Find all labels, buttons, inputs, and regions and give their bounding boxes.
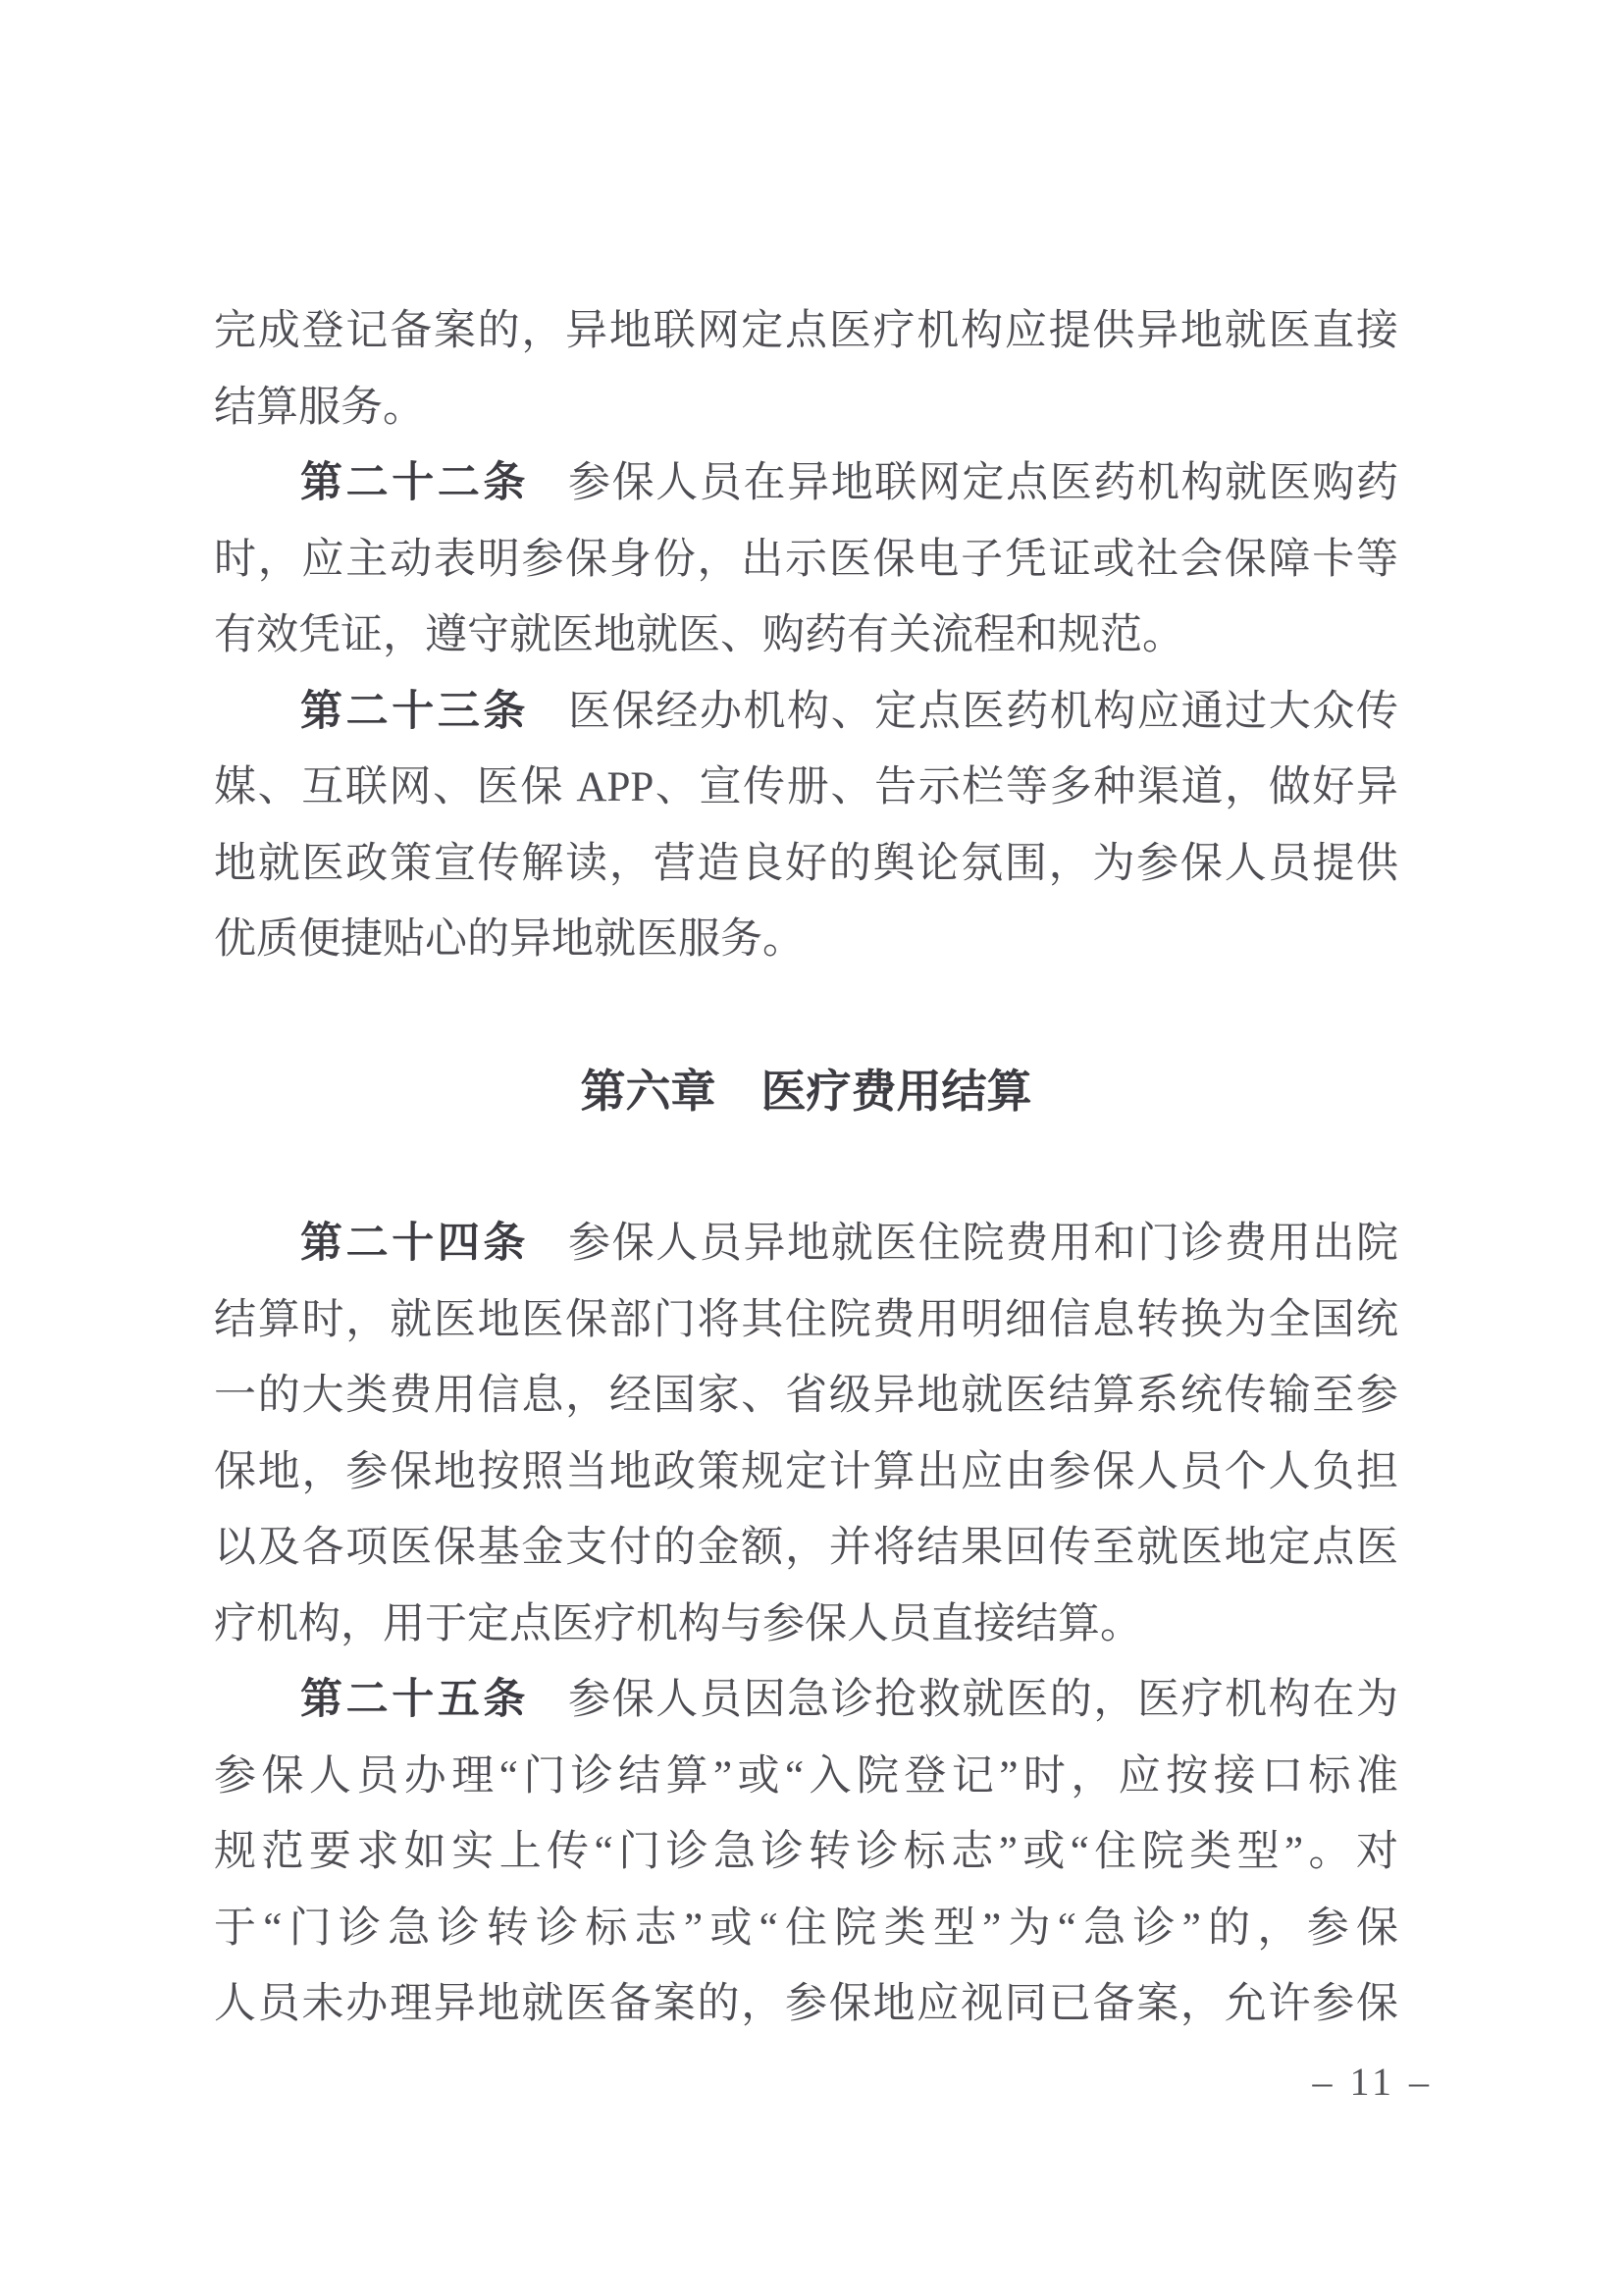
text-segment: 时，应主动表明参保身份，出示医保电子凭证或社会保障卡等 <box>214 536 1398 583</box>
body-line <box>214 750 1398 826</box>
page-number: – 11 – <box>1312 2060 1433 2104</box>
text-segment: 参保人员在异地联网定点医药机构就医购药 <box>568 460 1399 506</box>
text-segment: 优质便捷贴心的异地就医服务。 <box>214 916 805 963</box>
article-number: 第二十五条 <box>300 1677 530 1723</box>
body-line <box>214 293 1398 370</box>
text-segment: 人员未办理异地就医备案的，参保地应视同已备案，允许参保 <box>214 1981 1398 2027</box>
text-segment: 媒、互联网、医保 APP、宣传册、告示栏等多种渠道，做好异 <box>214 764 1398 810</box>
text-segment: 完成登记备案的，异地联网定点医疗机构应提供异地就医直接 <box>214 308 1398 354</box>
body-line <box>214 1966 1398 2043</box>
article-line <box>214 445 1398 522</box>
text-segment: 有效凭证，遵守就医地就医、购药有关流程和规范。 <box>214 612 1184 658</box>
body-line <box>214 1282 1398 1359</box>
body-line <box>214 598 1398 674</box>
body-line <box>214 1587 1398 1663</box>
text-segment: 结算服务。 <box>214 384 425 431</box>
text-segment: 结算时，就医地医保部门将其住院费用明细信息转换为全国统 <box>214 1296 1398 1343</box>
body-line <box>214 826 1398 903</box>
article-line <box>214 1662 1398 1739</box>
text-segment: 地就医政策宣传解读，营造良好的舆论氛围，为参保人员提供 <box>214 840 1398 887</box>
article-line <box>214 674 1398 751</box>
text-segment: 保地，参保地按照当地政策规定计算出应由参保人员个人负担 <box>214 1448 1398 1495</box>
body-line <box>214 1739 1398 1815</box>
body-line <box>214 1358 1398 1435</box>
body-line <box>214 1435 1398 1511</box>
text-segment: 于“门诊急诊转诊标志”或“住院类型”为“急诊”的，参保 <box>214 1905 1398 1952</box>
text-segment: 以及各项医保基金支付的金额，并将结果回传至就医地定点医 <box>214 1525 1398 1571</box>
document-text-block <box>214 293 1398 2043</box>
body-line <box>214 370 1398 446</box>
text-segment: 参保人员因急诊抢救就医的，医疗机构在为 <box>568 1677 1399 1723</box>
text-segment: 一的大类费用信息，经国家、省级异地就医结算系统传输至参 <box>214 1373 1398 1419</box>
body-line <box>214 1891 1398 1967</box>
article-number: 第二十二条 <box>300 460 530 506</box>
text-segment: 规范要求如实上传“门诊急诊转诊标志”或“住院类型”。对 <box>214 1829 1398 1875</box>
body-line <box>214 1510 1398 1587</box>
body-line <box>214 522 1398 599</box>
text-segment: 疗机构，用于定点医疗机构与参保人员直接结算。 <box>214 1600 1142 1647</box>
body-line <box>214 1814 1398 1891</box>
text-segment: 参保人员异地就医住院费用和门诊费用出院 <box>568 1221 1399 1267</box>
article-line <box>214 1206 1398 1282</box>
body-line <box>214 902 1398 978</box>
article-number: 第二十三条 <box>300 688 530 735</box>
text-segment: 参保人员办理“门诊结算”或“入院登记”时，应按接口标准 <box>214 1752 1398 1800</box>
chapter-heading: 第六章 医疗费用结算 <box>580 1066 1032 1117</box>
article-number: 第二十四条 <box>300 1221 530 1267</box>
text-segment: 医保经办机构、定点医药机构应通过大众传 <box>568 688 1399 735</box>
